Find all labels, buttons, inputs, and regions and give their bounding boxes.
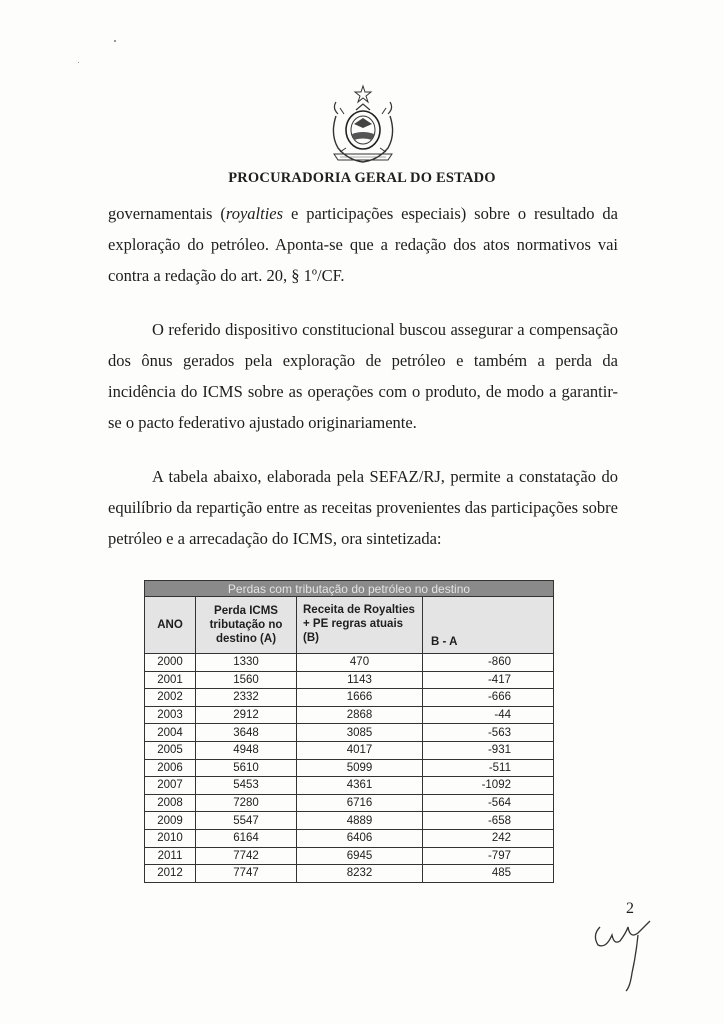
header-receita-royalties: Receita de Royalties + PE regras atuais (B) [297, 597, 423, 654]
cell-ano: 2009 [145, 812, 196, 830]
cell-b-minus-a: -1092 [423, 777, 554, 795]
table-header-row [145, 597, 554, 654]
table-row [145, 654, 554, 672]
cell-b-minus-a: 485 [423, 865, 554, 883]
table-title: Perdas com tributação do petróleo no destino [145, 581, 554, 597]
cell-b-minus-a: 242 [423, 829, 554, 847]
cell-receita: 6945 [297, 847, 423, 865]
paragraph-1-italic: royalties [225, 204, 284, 223]
losses-table [144, 580, 554, 883]
cell-perda-icms: 6164 [196, 829, 297, 847]
cell-perda-icms: 3648 [196, 724, 297, 742]
losses-table-container [144, 580, 554, 883]
header-ano: ANO [145, 597, 196, 654]
table-row [145, 847, 554, 865]
cell-receita: 470 [297, 654, 423, 672]
handwritten-initials-icon [586, 905, 666, 995]
table-row [145, 794, 554, 812]
table-title-row [145, 581, 554, 597]
table-row [145, 741, 554, 759]
cell-receita: 4889 [297, 812, 423, 830]
cell-receita: 4361 [297, 777, 423, 795]
table-row [145, 724, 554, 742]
header-perda-icms: Perda ICMS tributação no destino (A) [196, 597, 297, 654]
paragraph-1 [108, 198, 618, 291]
cell-receita: 1143 [297, 671, 423, 689]
cell-b-minus-a: -931 [423, 741, 554, 759]
cell-perda-icms: 2332 [196, 689, 297, 707]
table-row [145, 829, 554, 847]
cell-b-minus-a: -797 [423, 847, 554, 865]
table-row [145, 865, 554, 883]
scan-speck [114, 40, 116, 42]
table-body [145, 654, 554, 883]
cell-b-minus-a: -860 [423, 654, 554, 672]
cell-receita: 5099 [297, 759, 423, 777]
cell-receita: 6716 [297, 794, 423, 812]
cell-ano: 2002 [145, 689, 196, 707]
cell-perda-icms: 7280 [196, 794, 297, 812]
cell-b-minus-a: -563 [423, 724, 554, 742]
paragraph-2-text: O referido dispositivo constitucional buscou assegurar a compensação dos ônus gerados pela exploração de petróleo e também a perda da incidência do ICMS sobre as operações com o produto, de modo a garantir-se o pacto federativo ajustado originariamente. [108, 320, 618, 432]
cell-b-minus-a: -417 [423, 671, 554, 689]
cell-perda-icms: 5610 [196, 759, 297, 777]
cell-receita: 4017 [297, 741, 423, 759]
cell-perda-icms: 1560 [196, 671, 297, 689]
table-row [145, 706, 554, 724]
page-number: 2 [626, 900, 634, 917]
cell-ano: 2005 [145, 741, 196, 759]
cell-b-minus-a: -44 [423, 706, 554, 724]
scan-speck [78, 62, 79, 63]
table-row [145, 759, 554, 777]
cell-perda-icms: 5453 [196, 777, 297, 795]
cell-ano: 2006 [145, 759, 196, 777]
cell-b-minus-a: -658 [423, 812, 554, 830]
cell-perda-icms: 7747 [196, 865, 297, 883]
paragraph-3-text: A tabela abaixo, elaborada pela SEFAZ/RJ, permite a constatação do equilíbrio da repartição entre as receitas provenientes das participações sobre petróleo e a arrecadação do ICMS, ora sintetizada: [108, 467, 618, 548]
paragraph-1-start: governamentais ( [108, 204, 226, 223]
cell-ano: 2003 [145, 706, 196, 724]
cell-b-minus-a: -666 [423, 689, 554, 707]
cell-ano: 2008 [145, 794, 196, 812]
cell-receita: 3085 [297, 724, 423, 742]
cell-ano: 2012 [145, 865, 196, 883]
cell-receita: 8232 [297, 865, 423, 883]
paragraph-3 [108, 461, 618, 554]
cell-ano: 2011 [145, 847, 196, 865]
cell-receita: 6406 [297, 829, 423, 847]
page-header: PROCURADORIA GERAL DO ESTADO [228, 170, 496, 186]
cell-ano: 2001 [145, 671, 196, 689]
cell-perda-icms: 2912 [196, 706, 297, 724]
cell-perda-icms: 4948 [196, 741, 297, 759]
cell-ano: 2004 [145, 724, 196, 742]
paragraph-2 [108, 314, 618, 438]
state-coat-of-arms-icon [326, 84, 400, 168]
cell-perda-icms: 5547 [196, 812, 297, 830]
cell-ano: 2007 [145, 777, 196, 795]
table-row [145, 671, 554, 689]
table-row [145, 689, 554, 707]
cell-perda-icms: 7742 [196, 847, 297, 865]
cell-receita: 1666 [297, 689, 423, 707]
table-row [145, 812, 554, 830]
table-row [145, 777, 554, 795]
header-b-minus-a: B - A [423, 597, 554, 654]
cell-ano: 2000 [145, 654, 196, 672]
cell-b-minus-a: -564 [423, 794, 554, 812]
cell-b-minus-a: -511 [423, 759, 554, 777]
cell-ano: 2010 [145, 829, 196, 847]
cell-receita: 2868 [297, 706, 423, 724]
cell-perda-icms: 1330 [196, 654, 297, 672]
paragraph-1-end: e participações especiais) sobre o resultado da exploração do petróleo. Aponta-se que a redação dos atos normativos vai contra a redação do art. 20, § 1º/CF. [108, 204, 618, 285]
